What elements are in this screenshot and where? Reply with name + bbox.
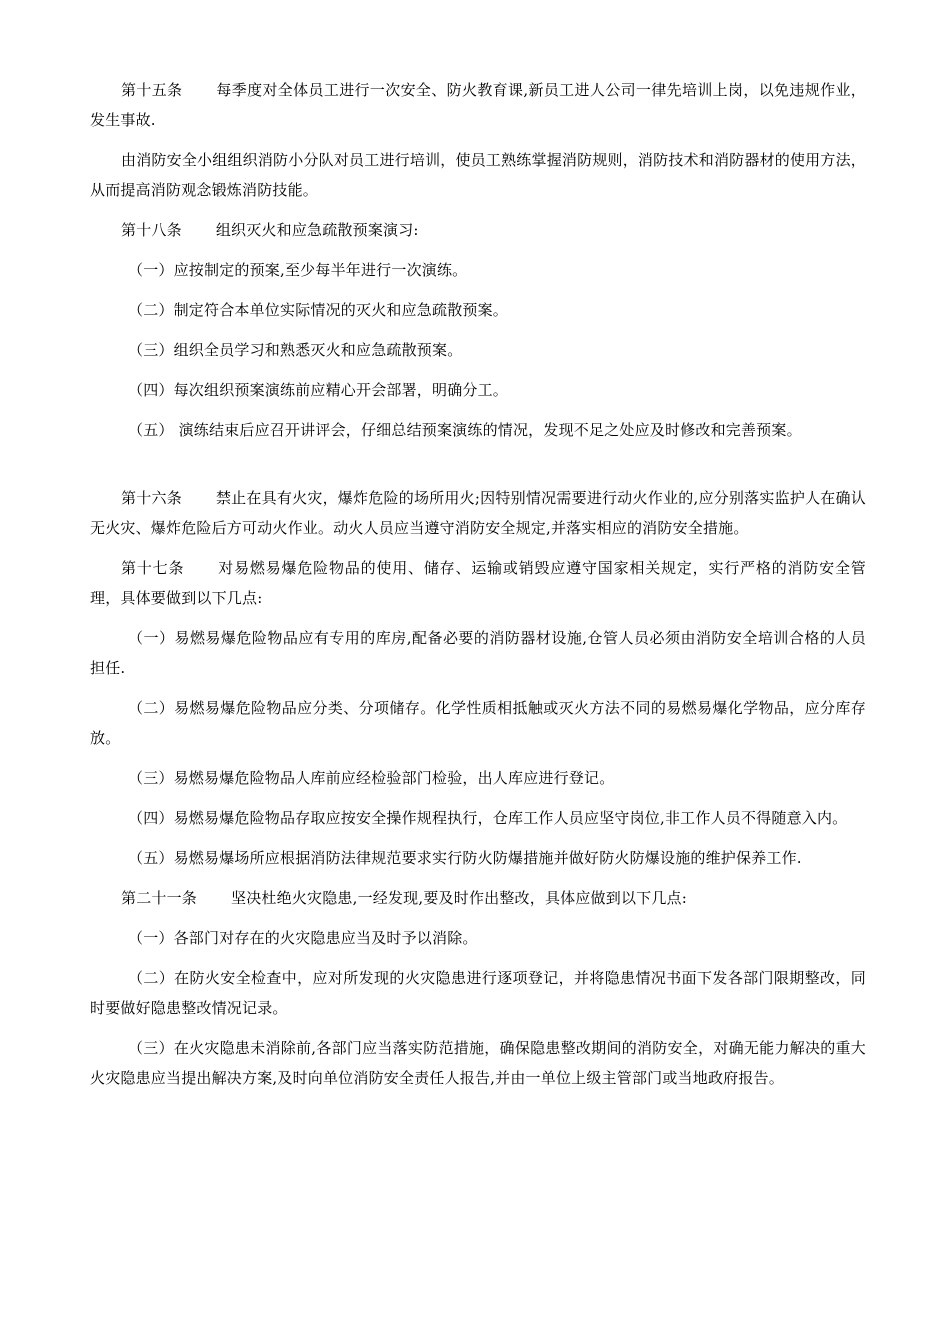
paragraph-article-16: [90, 483, 866, 543]
article-number: 第二十一条: [121, 889, 198, 907]
list-item: [90, 803, 866, 833]
list-item: [90, 295, 866, 325]
paragraph-text: （一）应按制定的预案,至少每半年进行一次演练。: [128, 261, 468, 279]
list-item: [90, 415, 866, 445]
paragraph-text: （三）组织全员学习和熟悉灭火和应急疏散预案。: [128, 341, 463, 359]
paragraph-text: （二）易燃易爆危险物品应分类、分项储存。化学性质相抵触或灭火方法不同的易燃易爆化学物品，应分库存放。: [90, 699, 866, 747]
article-number: 第十七条: [121, 559, 185, 577]
paragraph-article-21: [90, 883, 866, 913]
paragraph-gap: [90, 455, 866, 483]
paragraph-text: （一）各部门对存在的火灾隐患应当及时予以消除。: [128, 929, 478, 947]
paragraph-article-17: [90, 553, 866, 613]
paragraph-text: 对易燃易爆危险物品的使用、储存、运输或销毁应遵守国家相关规定，实行严格的消防安全管理，具体要做到以下几点:: [90, 559, 866, 607]
paragraph-article-15: [90, 75, 866, 135]
list-item: [90, 763, 866, 793]
paragraph-text: （四）易燃易爆危险物品存取应按安全操作规程执行，仓库工作人员应坚守岗位,非工作人员不得随意入内。: [128, 809, 848, 827]
list-item: [90, 255, 866, 285]
paragraph-text: （二）制定符合本单位实际情况的灭火和应急疏散预案。: [128, 301, 509, 319]
list-item: [90, 843, 866, 873]
list-item: [90, 623, 866, 683]
article-number: 第十六条: [121, 489, 182, 507]
paragraph-training: [90, 145, 866, 205]
list-item: [90, 335, 866, 365]
paragraph-text: （三）易燃易爆危险物品人库前应经检验部门检验，出人库应进行登记。: [128, 769, 615, 787]
list-item: [90, 1033, 866, 1093]
paragraph-text: （三）在火灾隐患未消除前,各部门应当落实防范措施，确保隐患整改期间的消防安全，对确无能力解决的重大火灾隐患应当提出解决方案,及时向单位消防安全责任人报告,并由一单位上级主管部门或当地政府报告。: [90, 1039, 866, 1087]
list-item: [90, 963, 866, 1023]
paragraph-text: 由消防安全小组组织消防小分队对员工进行培训，使员工熟练掌握消防规则，消防技术和消防器材的使用方法，从而提高消防观念锻炼消防技能。: [90, 151, 866, 199]
list-item: [90, 375, 866, 405]
paragraph-text: 坚决杜绝火灾隐患,一经发现,要及时作出整改，具体应做到以下几点:: [231, 889, 688, 907]
paragraph-text: （一）易燃易爆危险物品应有专用的库房,配备必要的消防器材设施,仓管人员必须由消防安全培训合格的人员担任.: [90, 629, 866, 677]
paragraph-text: （四）每次组织预案演练前应精心开会部署，明确分工。: [128, 381, 509, 399]
paragraph-text: 组织灭火和应急疏散预案演习:: [215, 221, 419, 239]
paragraph-text: （五）易燃易爆场所应根据消防法律规范要求实行防火防爆措施并做好防火防爆设施的维护保养工作.: [128, 849, 802, 867]
paragraph-text: （二）在防火安全检查中，应对所发现的火灾隐患进行逐项登记，并将隐患情况书面下发各部门限期整改，同时要做好隐患整改情况记录。: [90, 969, 866, 1017]
paragraph-text: 禁止在具有火灾，爆炸危险的场所用火;因特别情况需要进行动火作业的,应分别落实监护人在确认无火灾、爆炸危险后方可动火作业。动火人员应当遵守消防安全规定,并落实相应的消防安全措施。: [90, 489, 866, 537]
paragraph-text: 每季度对全体员工进行一次安全、防火教育课,新员工进人公司一律先培训上岗，以免违规作业，发生事故.: [90, 81, 866, 129]
paragraph-text: （五） 演练结束后应召开讲评会，仔细总结预案演练的情况，发现不足之处应及时修改和完善预案。: [128, 421, 802, 439]
paragraph-article-18: [90, 215, 866, 245]
list-item: [90, 923, 866, 953]
article-number: 第十八条: [121, 221, 182, 239]
list-item: [90, 693, 866, 753]
article-number: 第十五条: [121, 81, 183, 99]
